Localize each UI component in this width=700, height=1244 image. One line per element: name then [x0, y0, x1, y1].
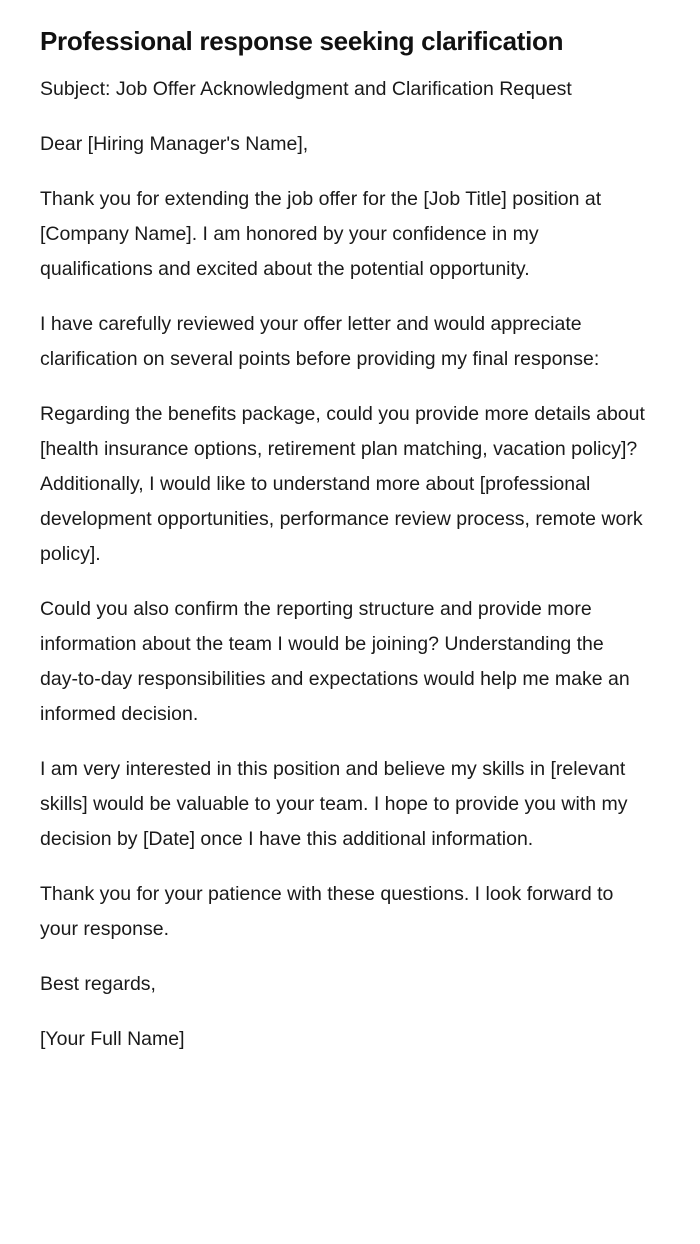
body-paragraph: Could you also confirm the reporting structure and provide more information about the team I would be joining? Understanding the day-to-day responsibilities and expectations would help me make an informed decision.: [40, 598, 630, 725]
greeting: Dear [Hiring Manager's Name],: [40, 133, 309, 155]
signature: [Your Full Name]: [40, 1028, 185, 1050]
body-paragraph: Regarding the benefits package, could you provide more details about [health insurance options, retirement plan matching, vacation policy]? Additionally, I would like to understand more about [professional development opportunities, performance review process, remote work policy].: [40, 403, 645, 565]
body-paragraph: Thank you for extending the job offer for the [Job Title] position at [Company Name]. I am honored by your confidence in my qualifications and excited about the potential opportunity.: [40, 188, 602, 280]
page-title: Professional response seeking clarification: [40, 26, 564, 56]
closing: Best regards,: [40, 973, 156, 995]
subject-line: Subject: Job Offer Acknowledgment and Clarification Request: [40, 78, 572, 100]
body-paragraph: Thank you for your patience with these questions. I look forward to your response.: [40, 883, 614, 940]
body-paragraph: I am very interested in this position and believe my skills in [relevant skills] would be valuable to your team. I hope to provide you with my decision by [Date] once I have this additional information.: [40, 758, 628, 850]
body-paragraph: I have carefully reviewed your offer letter and would appreciate clarification on several points before providing my final response:: [40, 313, 600, 370]
